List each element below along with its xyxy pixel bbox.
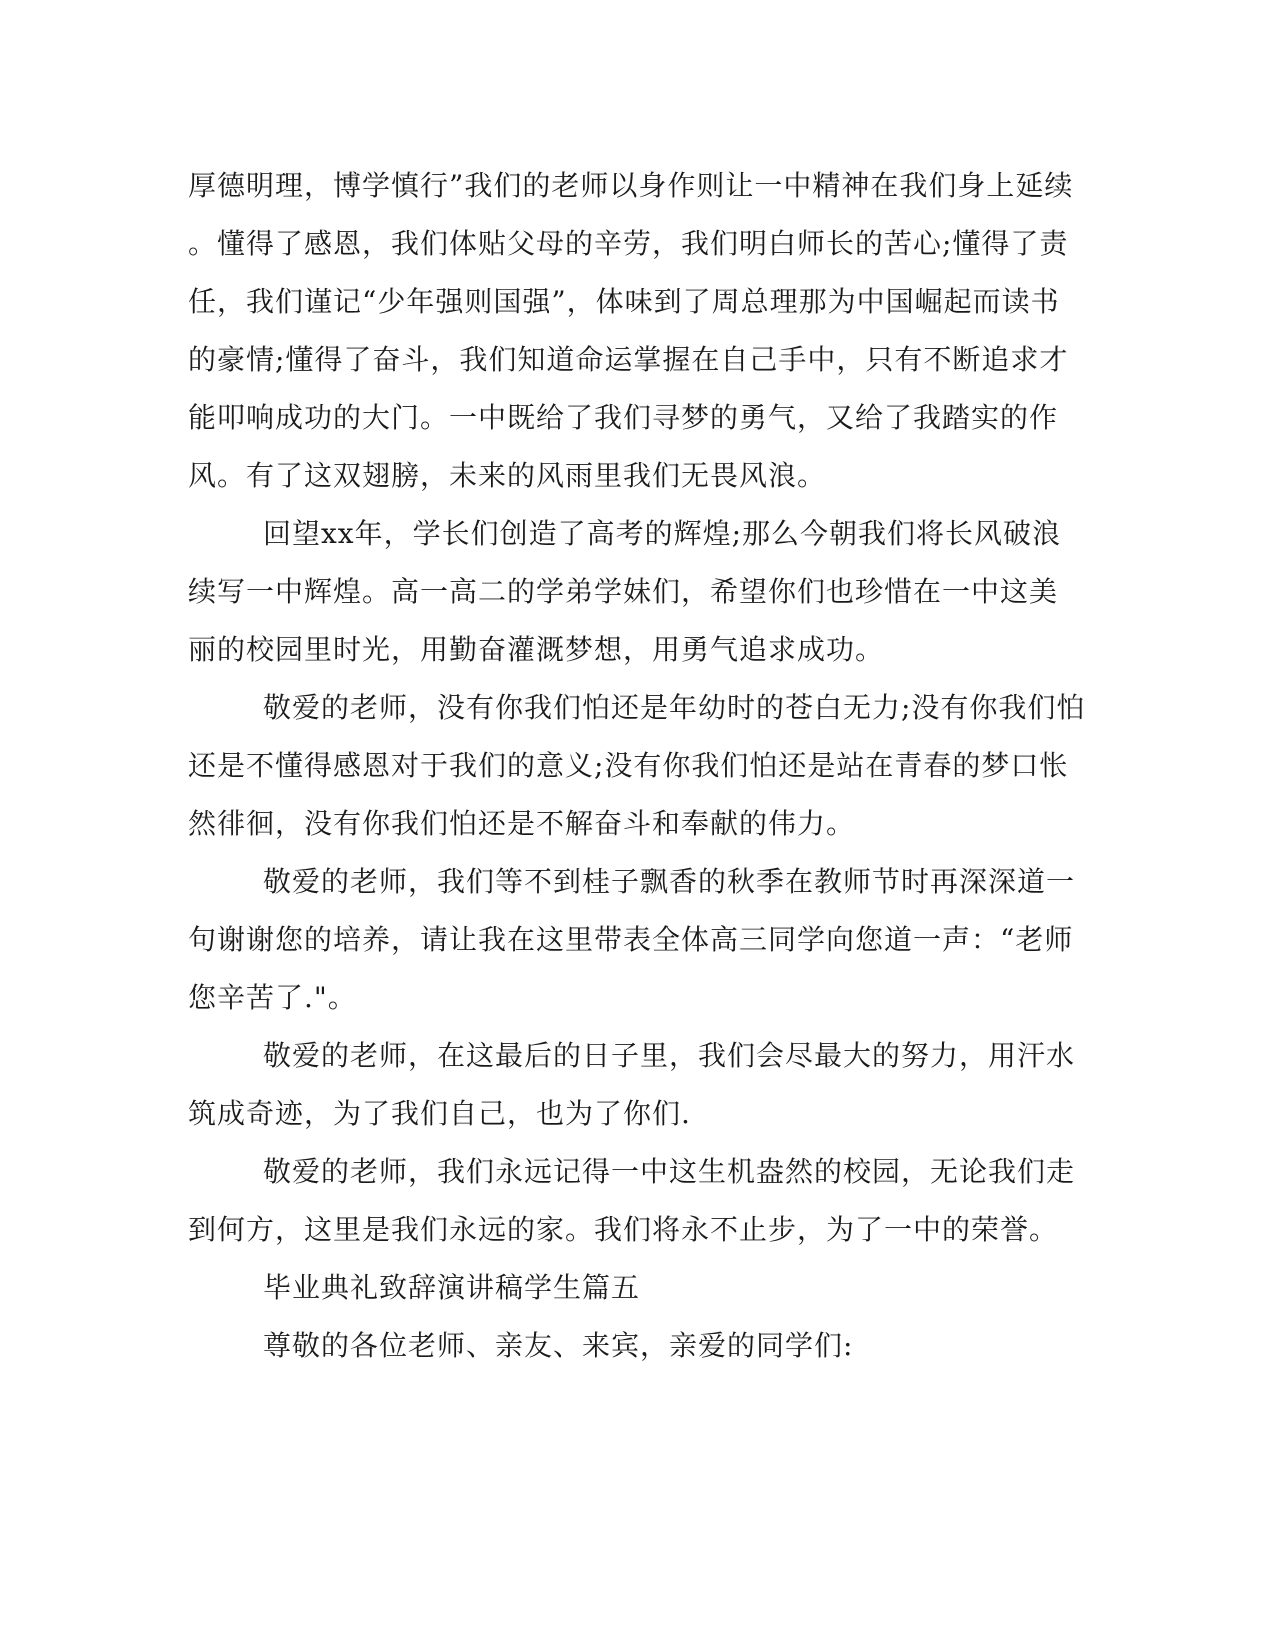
text-line: 还是不懂得感恩对于我们的意义;没有你我们怕还是站在青春的梦口怅 bbox=[188, 749, 1069, 782]
text-line: 丽的校园里时光，用勤奋灌溉梦想，用勇气追求成功。 bbox=[188, 633, 885, 666]
text-line: 能叩响成功的大门。一中既给了我们寻梦的勇气，又给了我踏实的作 bbox=[188, 401, 1059, 434]
text-line: 任，我们谨记“少年强则国强”，体味到了周总理那为中国崛起而读书 bbox=[188, 285, 1060, 318]
text-line: 敬爱的老师，在这最后的日子里，我们会尽最大的努力，用汗水 bbox=[263, 1039, 1076, 1072]
text-line: 的豪情;懂得了奋斗，我们知道命运掌握在自己手中，只有不断追求才 bbox=[188, 343, 1069, 376]
text-line: 敬爱的老师，没有你我们怕还是年幼时的苍白无力;没有你我们怕 bbox=[263, 691, 1086, 724]
text-line: 厚德明理，博学慎行”我们的老师以身作则让一中精神在我们身上延续 bbox=[188, 169, 1074, 202]
text-line: 您辛苦了."。 bbox=[188, 981, 357, 1014]
text-line: 。懂得了感恩，我们体贴父母的辛劳，我们明白师长的苦心;懂得了责 bbox=[188, 227, 1069, 260]
text-line: 续写一中辉煌。高一高二的学弟学妹们，希望你们也珍惜在一中这美 bbox=[188, 575, 1059, 608]
text-line: 筑成奇迹，为了我们自己，也为了你们. bbox=[188, 1097, 691, 1130]
text-line: 句谢谢您的培养，请让我在这里带表全体高三同学向您道一声：“老师 bbox=[188, 923, 1074, 956]
text-line: 敬爱的老师，我们永远记得一中这生机盎然的校园，无论我们走 bbox=[263, 1155, 1076, 1188]
text-line: 回望xx年，学长们创造了高考的辉煌;那么今朝我们将长风破浪 bbox=[263, 517, 1062, 550]
section-title: 毕业典礼致辞演讲稿学生篇五 bbox=[263, 1271, 641, 1304]
text-line: 到何方，这里是我们永远的家。我们将永不止步，为了一中的荣誉。 bbox=[188, 1213, 1059, 1246]
document-body bbox=[188, 157, 1088, 1375]
text-line: 风。有了这双翅膀，未来的风雨里我们无畏风浪。 bbox=[188, 459, 827, 492]
text-line: 然徘徊，没有你我们怕还是不解奋斗和奉献的伟力。 bbox=[188, 807, 856, 840]
salutation: 尊敬的各位老师、亲友、来宾，亲爱的同学们: bbox=[263, 1329, 854, 1362]
text-line: 敬爱的老师，我们等不到桂子飘香的秋季在教师节时再深深道一 bbox=[263, 865, 1076, 898]
